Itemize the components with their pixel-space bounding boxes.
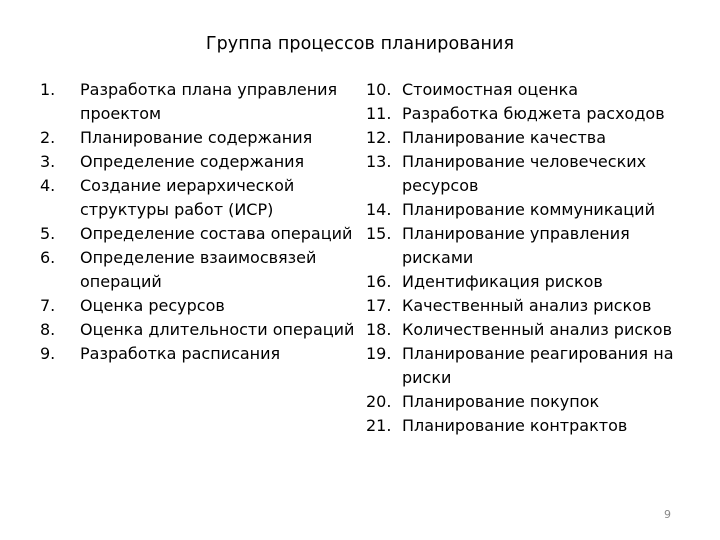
item-text: Разработка бюджета расходов <box>402 104 665 123</box>
item-text: Количественный анализ рисков <box>402 320 673 339</box>
page-number: 9 <box>664 508 671 521</box>
list-item <box>366 414 696 438</box>
item-number: 15. <box>366 224 392 243</box>
item-text: Планирование покупок <box>402 392 600 411</box>
item-number: 12. <box>366 128 392 147</box>
item-text: Оценка длительности операций <box>80 320 355 339</box>
process-list-right <box>366 78 696 438</box>
item-number: 17. <box>366 296 392 315</box>
slide-title: Группа процессов планирования <box>205 34 515 54</box>
item-text: Планирование качества <box>402 128 607 147</box>
item-number: 14. <box>366 200 392 219</box>
item-text: Планирование содержания <box>80 128 313 147</box>
item-text: Разработка плана управления проектом <box>80 80 338 123</box>
item-text: Определение взаимосвязей операций <box>80 248 317 291</box>
item-text: Определение содержания <box>80 152 305 171</box>
list-item <box>366 294 696 318</box>
item-number: 19. <box>366 344 392 363</box>
item-text: Создание иерархической структуры работ (ИСР) <box>80 176 295 219</box>
item-number: 21. <box>366 416 392 435</box>
item-number: 8. <box>40 320 56 339</box>
item-text: Планирование коммуникаций <box>402 200 655 219</box>
item-number: 2. <box>40 128 56 147</box>
list-item <box>40 78 370 126</box>
list-item <box>40 342 370 366</box>
list-item <box>40 222 370 246</box>
item-text: Идентификация рисков <box>402 272 603 291</box>
list-item <box>366 102 696 126</box>
item-text: Оценка ресурсов <box>80 296 225 315</box>
item-text: Определение состава операций <box>80 224 353 243</box>
list-item <box>366 318 696 342</box>
item-number: 20. <box>366 392 392 411</box>
item-number: 10. <box>366 80 392 99</box>
item-number: 11. <box>366 104 392 123</box>
item-number: 13. <box>366 152 392 171</box>
process-list-left <box>40 78 370 366</box>
list-item <box>40 246 370 294</box>
list-item <box>40 294 370 318</box>
list-item <box>366 198 696 222</box>
item-number: 3. <box>40 152 56 171</box>
item-number: 4. <box>40 176 56 195</box>
item-number: 18. <box>366 320 392 339</box>
list-item <box>366 270 696 294</box>
list-item <box>366 342 696 390</box>
item-number: 16. <box>366 272 392 291</box>
list-item <box>40 318 370 342</box>
item-number: 9. <box>40 344 56 363</box>
item-text: Стоимостная оценка <box>402 80 579 99</box>
item-text: Планирование управления рисками <box>402 224 630 267</box>
item-text: Качественный анализ рисков <box>402 296 652 315</box>
item-number: 7. <box>40 296 56 315</box>
list-item <box>40 126 370 150</box>
list-item <box>366 390 696 414</box>
item-text: Планирование реагирования на риски <box>402 344 674 387</box>
list-item <box>366 222 696 270</box>
item-text: Разработка расписания <box>80 344 281 363</box>
list-item <box>366 126 696 150</box>
item-number: 5. <box>40 224 56 243</box>
list-item <box>40 150 370 174</box>
item-text: Планирование человеческих ресурсов <box>402 152 647 195</box>
item-number: 1. <box>40 80 56 99</box>
list-item <box>366 150 696 198</box>
list-item <box>366 78 696 102</box>
item-number: 6. <box>40 248 56 267</box>
list-item <box>40 174 370 222</box>
item-text: Планирование контрактов <box>402 416 628 435</box>
